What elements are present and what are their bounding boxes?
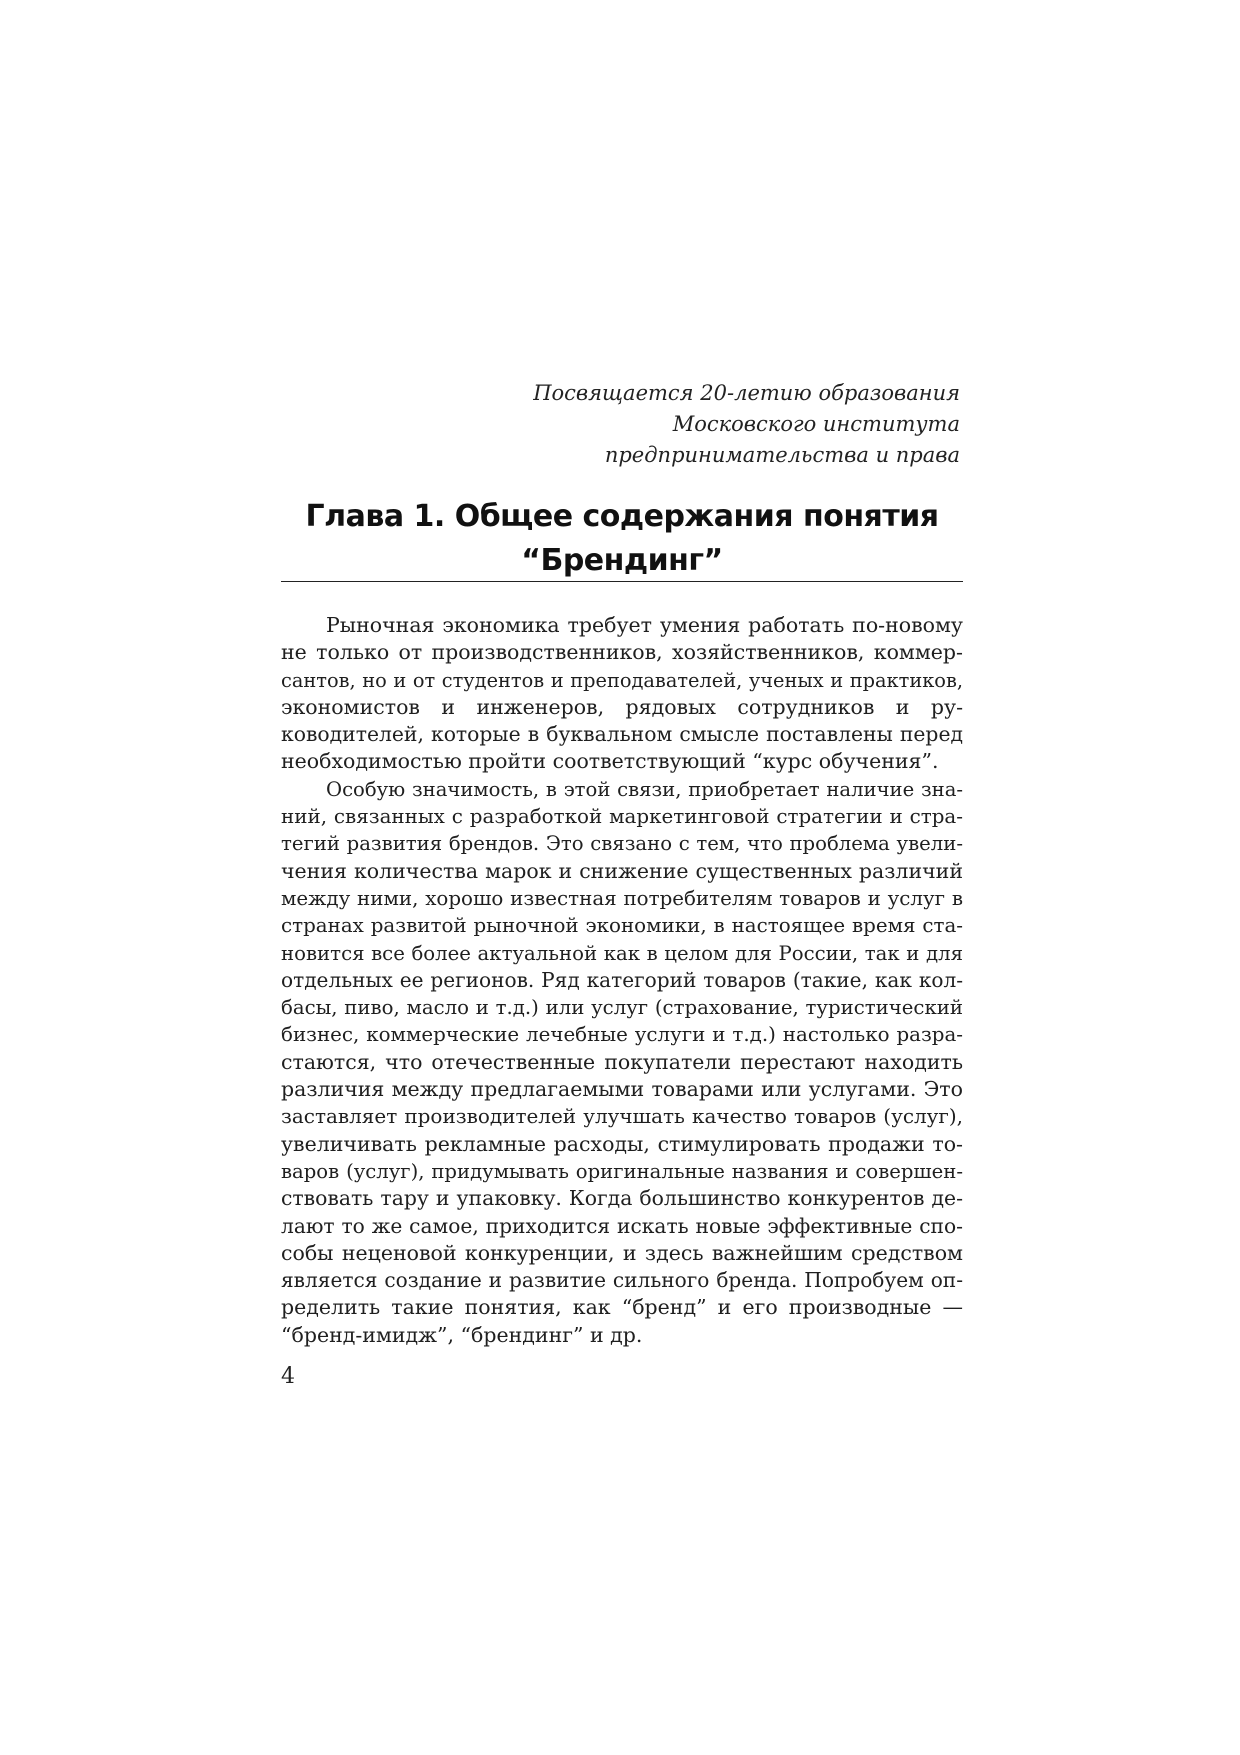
- epigraph-line: Московского института: [672, 412, 960, 436]
- text-line: варов (услуг), придумывать оригинальные названия и совершен-: [281, 1159, 963, 1183]
- title-divider: [281, 581, 963, 582]
- text-line: различия между предлагаемыми товарами или услугами. Это: [281, 1077, 963, 1102]
- chapter-title-line: Глава 1. Общее содержания понятия: [305, 499, 939, 534]
- chapter-title: [282, 495, 962, 583]
- body-text: [281, 612, 963, 1349]
- text-line: басы, пиво, масло и т.д.) или услуг (страхование, туристический: [281, 996, 963, 1020]
- text-line: отдельных ее регионов. Ряд категорий товаров (такие, как кол-: [281, 967, 963, 992]
- text-line: Рыночная экономика требует умения работать по-новому: [326, 613, 963, 637]
- text-line: стаются, что отечественные покупатели перестают находить: [281, 1049, 963, 1074]
- text-line: экономистов и инженеров, рядовых сотрудников и ру-: [281, 694, 963, 719]
- epigraph: [420, 378, 960, 471]
- text-line: не только от производственников, хозяйственников, коммер-: [281, 640, 963, 665]
- page-number: 4: [281, 1364, 295, 1389]
- chapter-title-line: “Брендинг”: [521, 543, 723, 578]
- text-line: новится все более актуальной как в целом для России, так и для: [281, 941, 963, 965]
- text-line: собы неценовой конкуренции, и здесь важнейшим средством: [281, 1240, 963, 1265]
- text-line: тегий развития брендов. Это связано с тем, что проблема увели-: [281, 832, 963, 856]
- text-line: ководителей, которые в буквальном смысле поставлены перед: [281, 722, 963, 747]
- text-line: является создание и развитие сильного бренда. Попробуем оп-: [281, 1268, 963, 1293]
- text-line: между ними, хорошо известная потребителям товаров и услуг в: [281, 886, 963, 910]
- text-line: заставляет производителей улучшать качество товаров (услуг),: [281, 1104, 963, 1129]
- text-line: Особую значимость, в этой связи, приобретает наличие зна-: [326, 777, 963, 801]
- text-line: “бренд-имидж”, “брендинг” и др.: [281, 1322, 643, 1347]
- text-line: сантов, но и от студентов и преподавателей, ученых и практиков,: [281, 668, 963, 692]
- text-line: ний, связанных с разработкой маркетинговой стратегии и стра-: [281, 805, 963, 829]
- text-line: необходимостью пройти соответствующий “курс обучения”.: [281, 749, 939, 774]
- text-line: лают то же самое, приходится искать новые эффективные спо-: [281, 1213, 963, 1238]
- epigraph-line: предпринимательства и права: [604, 443, 960, 467]
- text-line: чения количества марок и снижение существенных различий: [281, 858, 963, 883]
- text-line: бизнес, коммерческие лечебные услуги и т.д.) настолько разра-: [281, 1023, 963, 1047]
- epigraph-line: Посвящается 20-летию образования: [533, 381, 960, 405]
- text-line: ствовать тару и упаковку. Когда большинство конкурентов де-: [281, 1186, 963, 1211]
- text-line: увеличивать рекламные расходы, стимулировать продажи то-: [281, 1131, 963, 1156]
- text-line: ределить такие понятия, как “бренд” и его производные —: [281, 1295, 963, 1320]
- text-line: странах развитой рыночной экономики, в настоящее время ста-: [281, 914, 963, 938]
